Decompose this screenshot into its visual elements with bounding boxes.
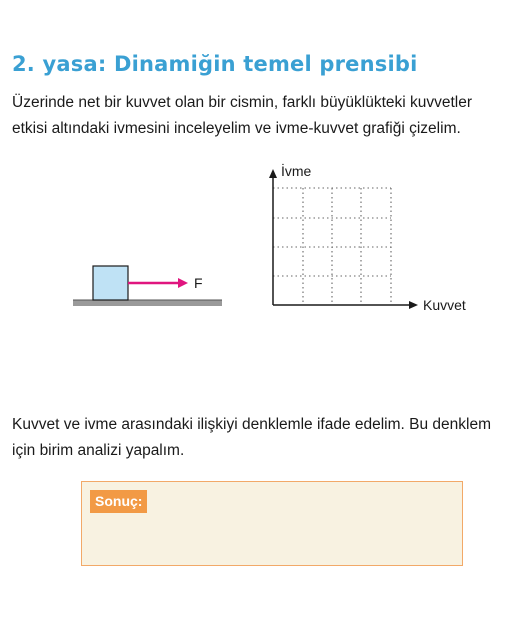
y-axis-label: İvme	[281, 163, 312, 179]
result-box[interactable]	[81, 481, 463, 566]
force-label: F	[194, 275, 203, 291]
x-axis-label: Kuvvet	[423, 297, 466, 313]
intro-line-2: etkisi altındaki ivmesini inceleyelim ve ivme-kuvvet grafiği çizelim.	[12, 120, 461, 137]
force-arrow-head	[178, 278, 188, 288]
block	[93, 266, 128, 300]
graph-grid	[273, 188, 391, 305]
equation-paragraph	[12, 412, 530, 464]
section-title: 2. yasa: Dinamiğin temel prensibi	[12, 52, 418, 76]
result-label: Sonuç:	[90, 490, 147, 513]
y-axis-arrow	[269, 169, 277, 178]
ground-surface	[73, 300, 222, 306]
equation-line-1: Kuvvet ve ivme arasındaki ilişkiyi denklemle ifade edelim. Bu denklem	[12, 416, 491, 433]
intro-line-1: Üzerinde net bir kuvvet olan bir cismin, farklı büyüklükteki kuvvetler	[12, 94, 473, 111]
equation-line-2: için birim analizi yapalım.	[12, 442, 185, 459]
intro-paragraph	[12, 90, 522, 142]
force-diagram-and-graph	[0, 160, 530, 320]
x-axis-arrow	[409, 301, 418, 309]
